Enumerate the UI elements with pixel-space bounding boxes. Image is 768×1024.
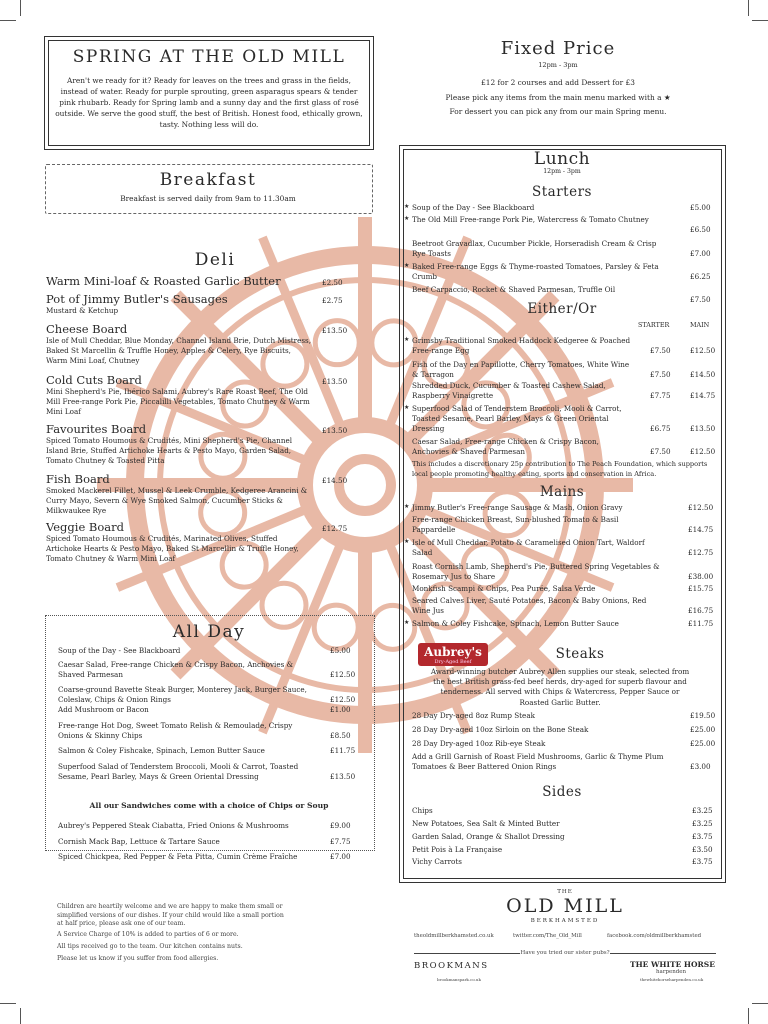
footer-note: All tips received go to the team. Our kitchen contains nuts. bbox=[57, 943, 243, 950]
main-item-price: £12.75 bbox=[688, 548, 714, 557]
deli-title: Deli bbox=[194, 250, 236, 270]
crop-mark bbox=[20, 0, 21, 16]
main-item-name: Free-range Chicken Breast, Sun-blushed Tomato & Basil Pappardelle bbox=[412, 515, 619, 534]
deli-item-price: £13.50 bbox=[322, 326, 348, 335]
intro-box bbox=[44, 36, 374, 150]
steak-item-price: £25.00 bbox=[690, 739, 716, 748]
either-item-starter-price: £7.50 bbox=[650, 447, 671, 456]
fixed-price-title: Fixed Price bbox=[500, 38, 616, 59]
side-item-price: £3.50 bbox=[692, 845, 713, 854]
side-item-name: New Potatoes, Sea Salt & Minted Butter bbox=[412, 819, 560, 828]
main-item-name: Jimmy Butler's Free-range Sausage & Mash, Onion Gravy bbox=[412, 503, 623, 512]
sandwich-item-price: £9.00 bbox=[330, 821, 351, 830]
white-horse-sub: harpenden bbox=[656, 969, 687, 975]
aubreys-logo bbox=[418, 643, 488, 666]
star-icon: ★ bbox=[404, 619, 410, 626]
main-item-name: Roast Cornish Lamb, Shepherd's Pie, Buttered Spring Vegetables & Rosemary Jus to Share bbox=[412, 562, 660, 581]
allday-item-name: Salmon & Coley Fishcake, Spinach, Lemon Butter Sauce bbox=[58, 746, 265, 755]
brookmans-url[interactable]: brookmanspark.co.uk bbox=[437, 977, 481, 982]
logo-place: BERKHAMSTED bbox=[530, 918, 600, 924]
starter-item-name: Baked Free-range Eggs & Thyme-roasted Tomatoes, Parsley & Feta Crumb bbox=[412, 262, 659, 281]
deli-item-desc: Isle of Mull Cheddar, Blue Monday, Channel Island Brie, Dutch Mistress, Baked St Marcellin & Truffle Honey, Apples & Celery, Rye Biscuits, Warm Mini Loaf, Chutney bbox=[46, 336, 311, 365]
deli-item-name: Fish Board bbox=[46, 472, 110, 486]
allday-item-name: Soup of the Day - See Blackboard bbox=[58, 646, 181, 655]
deli-item-price: £2.75 bbox=[322, 296, 343, 305]
side-item-name: Petit Pois à La Française bbox=[412, 845, 503, 854]
deli-item-name: Warm Mini-loaf & Roasted Garlic Butter bbox=[46, 274, 281, 288]
facebook-link[interactable]: facebook.com/oldmillberkhamsted bbox=[607, 933, 702, 939]
steaks-text: Award-winning butcher Aubrey Allen supplies our steak, selected from the best British grass-fed beef herds, dry-aged for superb flavour and tenderness. All served with Chips & Watercress, Pepper Sauce or Roasted Garlic Butter. bbox=[430, 667, 690, 707]
brookmans-logo: BROOKMANS bbox=[414, 961, 489, 971]
side-item-price: £3.75 bbox=[692, 857, 713, 866]
crop-mark bbox=[748, 1008, 749, 1024]
deli-item-desc: Mini Shepherd's Pie, Ibérico Salami, Aubrey's Rare Roast Beef, The Old Mill Free-range Pork Pie, Piccalilli Vegetables, Tomato Chutney & Warm Mini Loaf bbox=[46, 387, 310, 416]
steak-item-name: 28 Day Dry-aged 10oz Sirloin on the Bone Steak bbox=[412, 725, 589, 734]
fixed-price-time: 12pm - 3pm bbox=[538, 61, 578, 69]
allday-item-price: £13.50 bbox=[330, 772, 356, 781]
deli-item-name: Favourites Board bbox=[46, 422, 147, 436]
crop-mark bbox=[748, 0, 749, 16]
starter-item-name: Beetroot Gravadlax, Cucumber Pickle, Horseradish Cream & Crisp Rye Toasts bbox=[412, 239, 657, 258]
mains-title: Mains bbox=[539, 484, 585, 500]
star-icon: ★ bbox=[404, 203, 410, 210]
either-item-name: Caesar Salad, Free-range Chicken & Crispy Bacon, Anchovies & Shaved Parmesan bbox=[412, 437, 599, 456]
steak-item-price: £3.00 bbox=[690, 762, 711, 771]
aubreys-logo-sub: Dry-Aged Beef bbox=[434, 659, 472, 665]
logo-the: THE bbox=[557, 889, 573, 895]
peach-note: This includes a discretionary 25p contribution to The Peach Foundation, which supports local people promoting healthy eating, sports and conservation in Africa. bbox=[412, 460, 708, 478]
sandwich-item-name: Spiced Chickpea, Red Pepper & Feta Pitta, Cumin Crème Fraîche bbox=[58, 852, 298, 861]
side-item-name: Vichy Carrots bbox=[412, 857, 462, 866]
either-item-starter-price: £6.75 bbox=[650, 424, 671, 433]
side-item-name: Garden Salad, Orange & Shallot Dressing bbox=[412, 832, 565, 841]
deli-item-name: Cheese Board bbox=[46, 322, 128, 336]
intro-text: Aren't we ready for it? Ready for leaves on the trees and grass in the fields, instead of water. Ready for purple sprouting, green asparagus spears & tender pink rhubarb. Ready for Spring lamb and a sunny day and the first glass of rosé outside. We serve the good stuff, the best of British. Honest food, ethically grown, tasty. Nothing less will do. bbox=[55, 76, 363, 129]
steaks-title: Steaks bbox=[555, 646, 605, 662]
main-item-price: £11.75 bbox=[688, 619, 714, 628]
deli-item-price: £12.75 bbox=[322, 524, 348, 533]
intro-title: SPRING AT THE OLD MILL bbox=[72, 47, 346, 67]
main-item-name: Salmon & Coley Fishcake, Spinach, Lemon Butter Sauce bbox=[412, 619, 619, 628]
crop-mark bbox=[0, 1003, 16, 1004]
allday-item-price: £12.50 bbox=[330, 670, 356, 679]
allday-item-price: £8.50 bbox=[330, 731, 351, 740]
star-icon: ★ bbox=[404, 262, 410, 269]
twitter-link[interactable]: twitter.com/The_Old_Mill bbox=[513, 933, 582, 939]
starter-item-price: £6.25 bbox=[690, 272, 711, 281]
deli-item-desc: Mustard & Ketchup bbox=[46, 306, 119, 315]
either-item-name: Shredded Duck, Cucumber & Toasted Cashew Salad, Raspberry Vinaigrette bbox=[412, 381, 606, 400]
col-starter-header: STARTER bbox=[638, 321, 670, 329]
deli-item-name: Pot of Jimmy Butler's Sausages bbox=[46, 292, 228, 306]
breakfast-title: Breakfast bbox=[159, 170, 257, 190]
deli-item-desc: Spiced Tomato Houmous & Crudités, Marinated Olives, Stuffed Artichoke Hearts & Pesto Mayo, Baked St Marcellin & Truffle Honey, Tomato Chutney & Warm Mini Loaf bbox=[46, 534, 299, 563]
deli-item-price: £14.50 bbox=[322, 476, 348, 485]
star-icon: ★ bbox=[404, 538, 410, 545]
deli-item-desc: Smoked Mackerel Fillet, Mussel & Leek Crumble, Kedgeree Arancini & Curry Mayo, Severn & Wye Smoked Salmon, Cucumber Sticks & Milkwaukee Rye bbox=[46, 486, 308, 515]
deli-item-name: Cold Cuts Board bbox=[46, 373, 142, 387]
either-item-starter-price: £7.50 bbox=[650, 346, 671, 355]
white-horse-logo: THE WHITE HORSE bbox=[630, 960, 715, 969]
allday-item-name: Superfood Salad of Tenderstem Broccoli, Mooli & Carrot, Toasted Sesame, Pearl Barley, Mays & Green Oriental Dressing bbox=[58, 762, 299, 781]
steak-item-price: £19.50 bbox=[690, 711, 716, 720]
fixed-price-line: For dessert you can pick any from our main Spring menu. bbox=[449, 107, 667, 116]
breakfast-text: Breakfast is served daily from 9am to 11.30am bbox=[120, 194, 296, 203]
aubreys-logo-text: Aubrey's bbox=[424, 645, 482, 659]
deli-item-price: £13.50 bbox=[322, 426, 348, 435]
side-item-price: £3.25 bbox=[692, 819, 713, 828]
side-item-price: £3.75 bbox=[692, 832, 713, 841]
sandwich-item-price: £7.00 bbox=[330, 852, 351, 861]
main-item-price: £12.50 bbox=[688, 503, 714, 512]
allday-item-name: Caesar Salad, Free-range Chicken & Crispy Bacon, Anchovies & Shaved Parmesan bbox=[58, 660, 293, 679]
allday-item-price: £11.75 bbox=[330, 746, 356, 755]
fixed-price-line: Please pick any items from the main menu marked with a ★ bbox=[445, 93, 671, 102]
either-item-main-price: £13.50 bbox=[690, 424, 716, 433]
starter-item-price: £6.50 bbox=[690, 225, 711, 234]
main-item-name: Seared Calves Liver, Sauté Potatoes, Bacon & Baby Onions, Red Wine Jus bbox=[412, 596, 647, 615]
starter-item-name: Soup of the Day - See Blackboard bbox=[412, 203, 535, 212]
either-item-name: Superfood Salad of Tenderstem Broccoli, Mooli & Carrot, Toasted Sesame, Pearl Barley, Mays & Green Oriental Dressing bbox=[412, 404, 622, 433]
star-icon: ★ bbox=[404, 215, 410, 222]
starters-title: Starters bbox=[532, 184, 592, 200]
main-item-name: Monkfish Scampi & Chips, Pea Purée, Salsa Verde bbox=[412, 584, 596, 593]
side-item-name: Chips bbox=[412, 806, 433, 815]
either-item-name: Grimsby Traditional Smoked Haddock Kedgeree & Poached Free-range Egg bbox=[412, 336, 631, 355]
main-item-price: £16.75 bbox=[688, 606, 714, 615]
either-title: Either/Or bbox=[527, 301, 597, 317]
steak-item-price: £25.00 bbox=[690, 725, 716, 734]
allday-title: All Day bbox=[172, 622, 246, 642]
starter-item-price: £5.00 bbox=[690, 203, 711, 212]
sandwich-item-name: Cornish Mack Bap, Lettuce & Tartare Sauce bbox=[58, 837, 220, 846]
white-horse-url[interactable]: thewhitehorseharpenden.co.uk bbox=[640, 977, 704, 982]
steak-item-name: Add a Grill Garnish of Roast Field Mushrooms, Garlic & Thyme Plum Tomatoes & Beer Battered Onion Rings bbox=[412, 752, 664, 771]
deli-item-price: £13.50 bbox=[322, 377, 348, 386]
lunch-time: 12pm - 3pm bbox=[543, 168, 581, 175]
allday-item-name: Free-range Hot Dog, Sweet Tomato Relish & Remoulade, Crispy Onions & Skinny Chips bbox=[58, 721, 293, 740]
allday-item-price: £1.00 bbox=[330, 705, 351, 714]
star-icon: ★ bbox=[404, 336, 410, 343]
starter-item-price: £7.00 bbox=[690, 249, 711, 258]
main-item-price: £38.00 bbox=[688, 572, 714, 581]
allday-item-price: £12.50 bbox=[330, 695, 356, 704]
either-item-main-price: £12.50 bbox=[690, 447, 716, 456]
footer-note: Please let us know if you suffer from food allergies. bbox=[57, 955, 219, 962]
footer-note: Children are heartily welcome and we are happy to make them small or simplified versions of our dishes. If your child would like a small portion at half price, please ask one of our team. bbox=[57, 903, 284, 927]
crop-mark bbox=[752, 1003, 768, 1004]
main-item-price: £15.75 bbox=[688, 584, 714, 593]
deli-item-price: £2.50 bbox=[322, 278, 343, 287]
either-item-main-price: £12.50 bbox=[690, 346, 716, 355]
starter-item-price: £7.50 bbox=[690, 295, 711, 304]
crop-mark bbox=[20, 1008, 21, 1024]
deli-item-name: Veggie Board bbox=[46, 520, 125, 534]
website-link[interactable]: theoldmillberkhamsted.co.uk bbox=[414, 933, 494, 939]
allday-item-price: £5.00 bbox=[330, 646, 351, 655]
starter-item-name: Beef Carpaccio, Rocket & Shaved Parmesan, Truffle Oil bbox=[412, 285, 616, 294]
starter-item-name: The Old Mill Free-range Pork Pie, Watercress & Tomato Chutney bbox=[412, 215, 649, 224]
either-item-main-price: £14.75 bbox=[690, 391, 716, 400]
crop-mark bbox=[0, 20, 16, 21]
star-icon: ★ bbox=[404, 503, 410, 510]
sandwich-item-price: £7.75 bbox=[330, 837, 351, 846]
side-item-price: £3.25 bbox=[692, 806, 713, 815]
deli-item-desc: Spiced Tomato Houmous & Crudités, Mini Shepherd's Pie, Channel Island Brie, Stuffed Artichoke Hearts & Pesto Mayo, Garden Salad, Tomato Chutney & Toasted Pitta bbox=[46, 436, 292, 465]
either-item-name: Fish of the Day en Papillotte, Cherry Tomatoes, White Wine & Tarragon bbox=[412, 360, 630, 379]
lunch-title: Lunch bbox=[533, 149, 591, 169]
main-item-price: £14.75 bbox=[688, 525, 714, 534]
main-item-name: Isle of Mull Cheddar, Potato & Caramelised Onion Tart, Waldorf Salad bbox=[412, 538, 645, 557]
fixed-price-line: £12 for 2 courses and add Dessert for £3 bbox=[481, 78, 635, 87]
steak-item-name: 28 Day Dry-aged 8oz Rump Steak bbox=[412, 711, 535, 720]
either-item-main-price: £14.50 bbox=[690, 370, 716, 379]
allday-item-name: Coarse-ground Bavette Steak Burger, Monterey Jack, Burger Sauce, Coleslaw, Chips & Onion Rings bbox=[58, 685, 307, 704]
star-icon: ★ bbox=[404, 404, 410, 411]
steak-item-name: 28 Day Dry-aged 10oz Rib-eye Steak bbox=[412, 739, 546, 748]
col-main-header: MAIN bbox=[690, 321, 710, 329]
either-item-starter-price: £7.75 bbox=[650, 391, 671, 400]
sandwich-item-name: Aubrey's Peppered Steak Ciabatta, Fried Onions & Mushrooms bbox=[58, 821, 289, 830]
sandwich-note: All our Sandwiches come with a choice of Chips or Soup bbox=[89, 801, 329, 810]
sister-pubs-question: Have you tried our sister pubs? bbox=[520, 950, 610, 956]
wheel-axle bbox=[339, 459, 391, 511]
either-item-starter-price: £7.50 bbox=[650, 370, 671, 379]
sides-title: Sides bbox=[542, 784, 582, 800]
allday-item-name: Add Mushroom or Bacon bbox=[58, 705, 149, 714]
logo-name: OLD MILL bbox=[506, 895, 624, 917]
crop-mark bbox=[752, 20, 768, 21]
footer-note: A Service Charge of 10% is added to parties of 6 or more. bbox=[57, 931, 239, 938]
